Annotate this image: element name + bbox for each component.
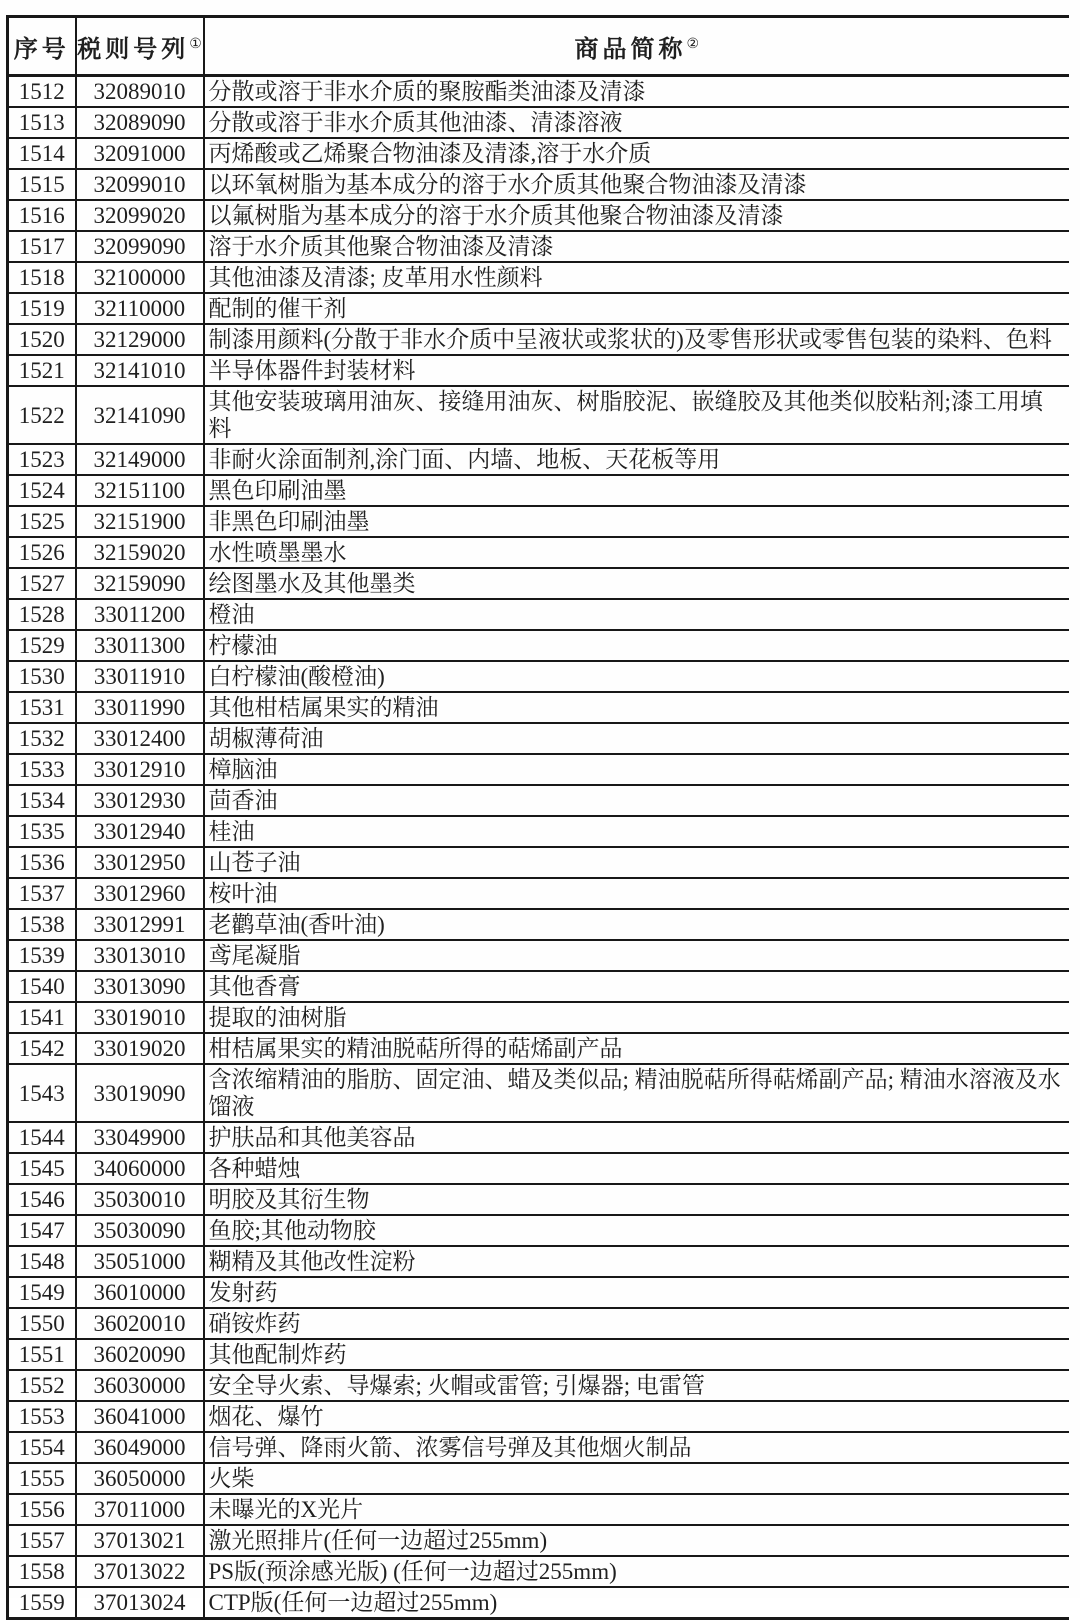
- table-row: [8, 1064, 1070, 1122]
- product-name-cell: 制漆用颜料(分散于非水介质中呈液状或浆状的)及零售形状或零售包装的染料、色料: [204, 324, 1070, 355]
- serial-cell: 1538: [8, 909, 76, 940]
- table-row: [8, 847, 1070, 878]
- serial-cell: 1556: [8, 1494, 76, 1525]
- serial-cell: 1521: [8, 355, 76, 386]
- header-row: [8, 17, 1070, 76]
- product-name-cell: 分散或溶于非水介质的聚胺酯类油漆及清漆: [204, 76, 1070, 108]
- product-name-cell: 桂油: [204, 816, 1070, 847]
- serial-cell: 1534: [8, 785, 76, 816]
- tariff-code-cell: 33049900: [76, 1122, 204, 1153]
- table-row: [8, 1339, 1070, 1370]
- table-row: [8, 475, 1070, 506]
- table-row: [8, 1463, 1070, 1494]
- product-name-cell: 胡椒薄荷油: [204, 723, 1070, 754]
- serial-cell: 1544: [8, 1122, 76, 1153]
- table-row: [8, 599, 1070, 630]
- serial-cell: 1528: [8, 599, 76, 630]
- serial-cell: 1539: [8, 940, 76, 971]
- serial-cell: 1543: [8, 1064, 76, 1122]
- product-name-cell: 茴香油: [204, 785, 1070, 816]
- serial-cell: 1554: [8, 1432, 76, 1463]
- serial-cell: 1535: [8, 816, 76, 847]
- table-row: [8, 444, 1070, 475]
- product-name-cell: 提取的油树脂: [204, 1002, 1070, 1033]
- product-name-cell: 柑桔属果实的精油脱萜所得的萜烯副产品: [204, 1033, 1070, 1064]
- tariff-code-cell: 32159020: [76, 537, 204, 568]
- tariff-code-cell: 33019010: [76, 1002, 204, 1033]
- tariff-code-cell: 36041000: [76, 1401, 204, 1432]
- table-row: [8, 200, 1070, 231]
- product-name-cell: 鸢尾凝脂: [204, 940, 1070, 971]
- serial-cell: 1531: [8, 692, 76, 723]
- tariff-code-cell: 32149000: [76, 444, 204, 475]
- table-row: [8, 754, 1070, 785]
- tariff-code-cell: 33012910: [76, 754, 204, 785]
- tariff-code-cell: 36010000: [76, 1277, 204, 1308]
- tariff-code-cell: 32141090: [76, 386, 204, 444]
- product-name-cell: 其他油漆及清漆; 皮革用水性颜料: [204, 262, 1070, 293]
- product-name-cell: PS版(预涂感光版) (任何一边超过255mm): [204, 1556, 1070, 1587]
- serial-cell: 1545: [8, 1153, 76, 1184]
- product-name-cell: 信号弹、降雨火箭、浓雾信号弹及其他烟火制品: [204, 1432, 1070, 1463]
- tariff-code-cell: 32089090: [76, 107, 204, 138]
- product-name-cell: 激光照排片(任何一边超过255mm): [204, 1525, 1070, 1556]
- product-name-cell: 绘图墨水及其他墨类: [204, 568, 1070, 599]
- tariff-code-cell: 33012991: [76, 909, 204, 940]
- tariff-code-cell: 33013090: [76, 971, 204, 1002]
- table-row: [8, 1122, 1070, 1153]
- tariff-code-cell: 33012930: [76, 785, 204, 816]
- product-name-cell: 硝铵炸药: [204, 1308, 1070, 1339]
- tariff-code-cell: 33011990: [76, 692, 204, 723]
- serial-cell: 1524: [8, 475, 76, 506]
- table-row: [8, 1308, 1070, 1339]
- serial-cell: 1550: [8, 1308, 76, 1339]
- product-name-cell: 水性喷墨墨水: [204, 537, 1070, 568]
- serial-cell: 1555: [8, 1463, 76, 1494]
- tariff-code-cell: 36049000: [76, 1432, 204, 1463]
- footnote-2-marker: ②: [686, 36, 700, 52]
- table-row: [8, 107, 1070, 138]
- table-row: [8, 1215, 1070, 1246]
- table-row: [8, 1432, 1070, 1463]
- product-name-cell: 丙烯酸或乙烯聚合物油漆及清漆,溶于水介质: [204, 138, 1070, 169]
- tariff-code-cell: 32141010: [76, 355, 204, 386]
- serial-cell: 1516: [8, 200, 76, 231]
- product-name-cell: 火柴: [204, 1463, 1070, 1494]
- tariff-code-cell: 33012950: [76, 847, 204, 878]
- tariff-code-cell: 35030010: [76, 1184, 204, 1215]
- product-name-cell: 其他香膏: [204, 971, 1070, 1002]
- product-name-cell: 其他安装玻璃用油灰、接缝用油灰、树脂胶泥、嵌缝胶及其他类似胶粘剂;漆工用填料: [204, 386, 1070, 444]
- serial-cell: 1525: [8, 506, 76, 537]
- serial-cell: 1517: [8, 231, 76, 262]
- product-name-cell: 明胶及其衍生物: [204, 1184, 1070, 1215]
- serial-cell: 1541: [8, 1002, 76, 1033]
- serial-cell: 1551: [8, 1339, 76, 1370]
- table-row: [8, 568, 1070, 599]
- product-name-cell: 其他柑桔属果实的精油: [204, 692, 1070, 723]
- tariff-code-cell: 32089010: [76, 76, 204, 108]
- serial-cell: 1522: [8, 386, 76, 444]
- tariff-code-cell: 33012960: [76, 878, 204, 909]
- serial-cell: 1549: [8, 1277, 76, 1308]
- serial-cell: 1558: [8, 1556, 76, 1587]
- product-name-cell: 糊精及其他改性淀粉: [204, 1246, 1070, 1277]
- table-row: [8, 1556, 1070, 1587]
- product-name-cell: 安全导火索、导爆索; 火帽或雷管; 引爆器; 电雷管: [204, 1370, 1070, 1401]
- table-row: [8, 1277, 1070, 1308]
- serial-cell: 1514: [8, 138, 76, 169]
- header-serial: [8, 17, 76, 76]
- table-row: [8, 1002, 1070, 1033]
- serial-cell: 1537: [8, 878, 76, 909]
- table-row: [8, 878, 1070, 909]
- table-row: [8, 1246, 1070, 1277]
- product-name-cell: 非耐火涂面制剂,涂门面、内墙、地板、天花板等用: [204, 444, 1070, 475]
- tariff-code-cell: 37013024: [76, 1587, 204, 1619]
- serial-cell: 1530: [8, 661, 76, 692]
- table-row: [8, 1494, 1070, 1525]
- product-name-cell: 柠檬油: [204, 630, 1070, 661]
- product-name-cell: 未曝光的X光片: [204, 1494, 1070, 1525]
- product-name-cell: 其他配制炸药: [204, 1339, 1070, 1370]
- product-name-cell: 发射药: [204, 1277, 1070, 1308]
- tariff-code-cell: 35051000: [76, 1246, 204, 1277]
- tariff-code-cell: 32099020: [76, 200, 204, 231]
- tariff-code-cell: 33011200: [76, 599, 204, 630]
- product-name-cell: 樟脑油: [204, 754, 1070, 785]
- table-row: [8, 940, 1070, 971]
- table-row: [8, 262, 1070, 293]
- serial-cell: 1523: [8, 444, 76, 475]
- product-name-cell: 老鹳草油(香叶油): [204, 909, 1070, 940]
- serial-cell: 1557: [8, 1525, 76, 1556]
- product-name-cell: 桉叶油: [204, 878, 1070, 909]
- tariff-code-cell: 33011300: [76, 630, 204, 661]
- product-name-cell: 含浓缩精油的脂肪、固定油、蜡及类似品; 精油脱萜所得萜烯副产品; 精油水溶液及水馏液: [204, 1064, 1070, 1122]
- table-row: [8, 785, 1070, 816]
- table-row: [8, 386, 1070, 444]
- tariff-code-cell: 32151900: [76, 506, 204, 537]
- table-row: [8, 76, 1070, 108]
- serial-cell: 1532: [8, 723, 76, 754]
- tariff-code-cell: 33011910: [76, 661, 204, 692]
- product-name-cell: 护肤品和其他美容品: [204, 1122, 1070, 1153]
- table-row: [8, 971, 1070, 1002]
- tariff-code-cell: 33019020: [76, 1033, 204, 1064]
- table-row: [8, 723, 1070, 754]
- product-name-cell: 非黑色印刷油墨: [204, 506, 1070, 537]
- tariff-code-cell: 34060000: [76, 1153, 204, 1184]
- tariff-code-cell: 35030090: [76, 1215, 204, 1246]
- table-row: [8, 661, 1070, 692]
- product-name-cell: 分散或溶于非水介质其他油漆、清漆溶液: [204, 107, 1070, 138]
- product-name-cell: 溶于水介质其他聚合物油漆及清漆: [204, 231, 1070, 262]
- table-row: [8, 1153, 1070, 1184]
- table-row: [8, 293, 1070, 324]
- serial-cell: 1526: [8, 537, 76, 568]
- table-row: [8, 630, 1070, 661]
- tariff-code-cell: 32099010: [76, 169, 204, 200]
- header-serial-label: 序号: [13, 36, 70, 63]
- table-row: [8, 138, 1070, 169]
- serial-cell: 1518: [8, 262, 76, 293]
- table-row: [8, 506, 1070, 537]
- table-row: [8, 324, 1070, 355]
- serial-cell: 1536: [8, 847, 76, 878]
- tariff-code-cell: 37011000: [76, 1494, 204, 1525]
- product-name-cell: 各种蜡烛: [204, 1153, 1070, 1184]
- product-name-cell: 以环氧树脂为基本成分的溶于水介质其他聚合物油漆及清漆: [204, 169, 1070, 200]
- table-row: [8, 537, 1070, 568]
- product-name-cell: 鱼胶;其他动物胶: [204, 1215, 1070, 1246]
- footnote-1-marker: ①: [189, 36, 202, 52]
- product-name-cell: 山苍子油: [204, 847, 1070, 878]
- tariff-code-cell: 33019090: [76, 1064, 204, 1122]
- serial-cell: 1519: [8, 293, 76, 324]
- product-name-cell: CTP版(任何一边超过255mm): [204, 1587, 1070, 1619]
- serial-cell: 1515: [8, 169, 76, 200]
- serial-cell: 1527: [8, 568, 76, 599]
- table-row: [8, 1033, 1070, 1064]
- serial-cell: 1520: [8, 324, 76, 355]
- tariff-code-cell: 32099090: [76, 231, 204, 262]
- serial-cell: 1529: [8, 630, 76, 661]
- tariff-code-cell: 33012400: [76, 723, 204, 754]
- table-row: [8, 909, 1070, 940]
- serial-cell: 1540: [8, 971, 76, 1002]
- table-row: [8, 692, 1070, 723]
- table-row: [8, 1184, 1070, 1215]
- serial-cell: 1559: [8, 1587, 76, 1619]
- product-name-cell: 白柠檬油(酸橙油): [204, 661, 1070, 692]
- serial-cell: 1513: [8, 107, 76, 138]
- product-name-cell: 以氟树脂为基本成分的溶于水介质其他聚合物油漆及清漆: [204, 200, 1070, 231]
- tariff-code-cell: 32151100: [76, 475, 204, 506]
- tariff-code-cell: 32129000: [76, 324, 204, 355]
- tariff-code-cell: 33012940: [76, 816, 204, 847]
- table-row: [8, 169, 1070, 200]
- tariff-code-cell: 32110000: [76, 293, 204, 324]
- tariff-code-cell: 36030000: [76, 1370, 204, 1401]
- header-product-name-label: 商品简称: [574, 36, 687, 63]
- serial-cell: 1512: [8, 76, 76, 108]
- product-name-cell: 烟花、爆竹: [204, 1401, 1070, 1432]
- header-product-name: [204, 17, 1070, 76]
- table-row: [8, 355, 1070, 386]
- tariff-code-cell: 32100000: [76, 262, 204, 293]
- serial-cell: 1548: [8, 1246, 76, 1277]
- tariff-code-cell: 36050000: [76, 1463, 204, 1494]
- tariff-code-cell: 37013022: [76, 1556, 204, 1587]
- tariff-code-cell: 32159090: [76, 568, 204, 599]
- table-row: [8, 816, 1070, 847]
- tariff-code-cell: 36020090: [76, 1339, 204, 1370]
- table-row: [8, 1525, 1070, 1556]
- serial-cell: 1546: [8, 1184, 76, 1215]
- table-body: [8, 76, 1070, 1619]
- serial-cell: 1542: [8, 1033, 76, 1064]
- tariff-code-cell: 36020010: [76, 1308, 204, 1339]
- serial-cell: 1552: [8, 1370, 76, 1401]
- serial-cell: 1547: [8, 1215, 76, 1246]
- table-row: [8, 1370, 1070, 1401]
- header-tariff-code-label: 税则号列: [77, 36, 190, 63]
- product-name-cell: 黑色印刷油墨: [204, 475, 1070, 506]
- tariff-code-cell: 33013010: [76, 940, 204, 971]
- product-name-cell: 配制的催干剂: [204, 293, 1070, 324]
- tariff-table: [6, 15, 1069, 1620]
- serial-cell: 1533: [8, 754, 76, 785]
- header-tariff-code: [76, 17, 204, 76]
- serial-cell: 1553: [8, 1401, 76, 1432]
- tariff-code-cell: 32091000: [76, 138, 204, 169]
- product-name-cell: 橙油: [204, 599, 1070, 630]
- table-row: [8, 1587, 1070, 1619]
- tariff-code-cell: 37013021: [76, 1525, 204, 1556]
- product-name-cell: 半导体器件封装材料: [204, 355, 1070, 386]
- table-row: [8, 1401, 1070, 1432]
- table-row: [8, 231, 1070, 262]
